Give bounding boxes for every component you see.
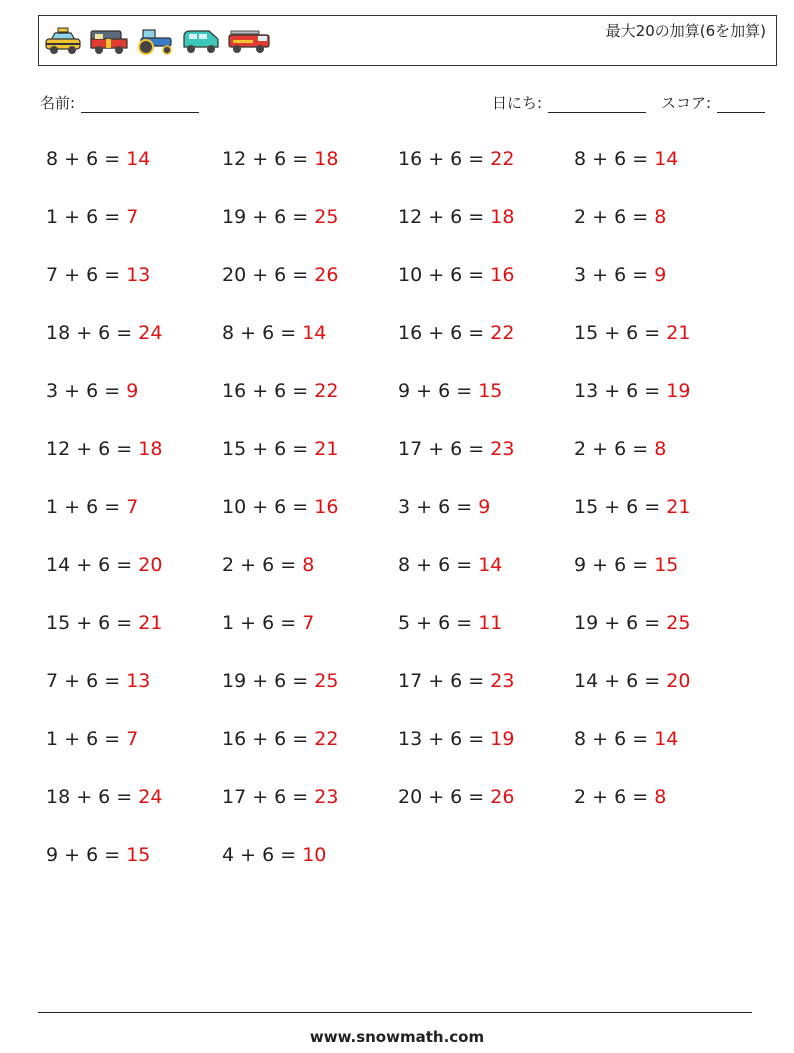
problem-item [222, 492, 338, 522]
problem-item [46, 202, 138, 232]
problem-question: 5 + 6 = [398, 612, 479, 634]
problem-question: 8 + 6 = [574, 728, 655, 750]
problem-answer: 25 [666, 612, 691, 634]
problem-item [574, 608, 690, 638]
score-field [661, 92, 765, 113]
problem-answer: 19 [666, 380, 691, 402]
problem-answer: 8 [654, 786, 667, 808]
problem-answer: 23 [314, 786, 339, 808]
problem-item [574, 202, 666, 232]
footer-url: www.snowmath.com [309, 1028, 485, 1046]
problem-item [46, 434, 162, 464]
problem-item [398, 608, 502, 638]
problem-item [222, 724, 338, 754]
problem-question: 1 + 6 = [46, 496, 127, 518]
problem-question: 17 + 6 = [398, 670, 491, 692]
worksheet-title: 最大20の加算(6を加算) [605, 22, 766, 40]
problem-question: 8 + 6 = [222, 322, 303, 344]
problem-item [398, 666, 514, 696]
problem-answer: 23 [490, 438, 515, 460]
score-blank[interactable] [717, 96, 765, 113]
fire-truck-icon [227, 26, 271, 56]
problem-question: 16 + 6 = [398, 322, 491, 344]
problem-question: 9 + 6 = [398, 380, 479, 402]
problem-question: 10 + 6 = [222, 496, 315, 518]
problem-question: 16 + 6 = [398, 148, 491, 170]
problem-item [398, 724, 514, 754]
problem-question: 1 + 6 = [46, 206, 127, 228]
problem-answer: 26 [490, 786, 515, 808]
problem-item [222, 202, 338, 232]
problem-item [574, 144, 678, 174]
problem-question: 14 + 6 = [46, 554, 139, 576]
problem-answer: 8 [654, 438, 667, 460]
problem-item [222, 318, 326, 348]
problem-answer: 21 [138, 612, 163, 634]
problem-item [46, 608, 162, 638]
problem-item [46, 492, 138, 522]
problem-item [46, 666, 150, 696]
problem-question: 15 + 6 = [46, 612, 139, 634]
problem-item [398, 260, 514, 290]
problem-item [46, 260, 150, 290]
problem-item [46, 724, 138, 754]
name-blank[interactable] [81, 96, 199, 113]
problem-question: 7 + 6 = [46, 264, 127, 286]
problem-answer: 25 [314, 206, 339, 228]
problem-answer: 22 [490, 322, 515, 344]
problem-answer: 7 [126, 496, 139, 518]
problem-answer: 9 [478, 496, 491, 518]
problem-item [574, 666, 690, 696]
problem-question: 17 + 6 = [222, 786, 315, 808]
tractor-icon [135, 26, 175, 56]
problem-answer: 26 [314, 264, 339, 286]
problem-answer: 14 [478, 554, 503, 576]
problem-answer: 7 [126, 728, 139, 750]
problem-answer: 24 [138, 322, 163, 344]
problem-answer: 22 [314, 380, 339, 402]
problem-answer: 23 [490, 670, 515, 692]
problem-item [398, 202, 514, 232]
problem-answer: 11 [478, 612, 503, 634]
problem-item [574, 492, 690, 522]
problem-question: 8 + 6 = [574, 148, 655, 170]
problem-answer: 16 [314, 496, 339, 518]
problem-answer: 15 [126, 844, 151, 866]
problem-item [398, 434, 514, 464]
problem-answer: 21 [314, 438, 339, 460]
problem-answer: 18 [138, 438, 163, 460]
problem-item [46, 782, 162, 812]
problem-item [398, 376, 502, 406]
problem-answer: 7 [302, 612, 315, 634]
problem-item [46, 318, 162, 348]
problem-answer: 9 [654, 264, 667, 286]
problem-answer: 8 [654, 206, 667, 228]
problem-item [398, 144, 514, 174]
name-field [40, 92, 199, 113]
problem-question: 14 + 6 = [574, 670, 667, 692]
problem-answer: 14 [654, 148, 679, 170]
problem-item [222, 782, 338, 812]
problem-question: 12 + 6 = [46, 438, 139, 460]
problem-answer: 20 [138, 554, 163, 576]
problem-item [222, 376, 338, 406]
problem-question: 20 + 6 = [398, 786, 491, 808]
problem-question: 2 + 6 = [574, 438, 655, 460]
problem-question: 3 + 6 = [574, 264, 655, 286]
minivan-icon [181, 26, 221, 56]
problem-item [46, 550, 162, 580]
problem-question: 13 + 6 = [398, 728, 491, 750]
problem-question: 19 + 6 = [574, 612, 667, 634]
problem-question: 3 + 6 = [398, 496, 479, 518]
problem-question: 2 + 6 = [574, 786, 655, 808]
problem-item [222, 840, 326, 870]
problem-question: 3 + 6 = [46, 380, 127, 402]
problem-item [398, 318, 514, 348]
problem-answer: 15 [654, 554, 679, 576]
problem-item [574, 260, 666, 290]
problem-item [222, 144, 338, 174]
problem-item [398, 550, 502, 580]
problem-question: 2 + 6 = [574, 206, 655, 228]
problem-item [222, 260, 338, 290]
problem-question: 19 + 6 = [222, 206, 315, 228]
date-label: 日にち: [492, 94, 543, 112]
score-label: スコア: [661, 94, 712, 112]
problem-answer: 14 [302, 322, 327, 344]
worksheet-header [38, 15, 777, 66]
problem-question: 8 + 6 = [46, 148, 127, 170]
problem-question: 1 + 6 = [46, 728, 127, 750]
problem-item [222, 608, 314, 638]
problem-question: 15 + 6 = [222, 438, 315, 460]
problem-item [46, 144, 150, 174]
problem-answer: 13 [126, 670, 151, 692]
problem-item [222, 550, 314, 580]
problem-answer: 10 [302, 844, 327, 866]
problem-answer: 25 [314, 670, 339, 692]
problem-question: 1 + 6 = [222, 612, 303, 634]
problem-item [574, 376, 690, 406]
problem-answer: 14 [654, 728, 679, 750]
name-label: 名前: [40, 94, 76, 112]
problem-answer: 18 [314, 148, 339, 170]
problem-answer: 7 [126, 206, 139, 228]
problem-question: 15 + 6 = [574, 322, 667, 344]
taxi-icon [43, 26, 83, 56]
problem-answer: 20 [666, 670, 691, 692]
problem-question: 16 + 6 = [222, 380, 315, 402]
problem-question: 2 + 6 = [222, 554, 303, 576]
problem-question: 13 + 6 = [574, 380, 667, 402]
problem-item [574, 724, 678, 754]
camper-van-icon [89, 26, 129, 56]
problem-question: 15 + 6 = [574, 496, 667, 518]
problem-question: 18 + 6 = [46, 786, 139, 808]
problem-question: 18 + 6 = [46, 322, 139, 344]
problem-question: 8 + 6 = [398, 554, 479, 576]
problem-question: 20 + 6 = [222, 264, 315, 286]
problem-answer: 22 [490, 148, 515, 170]
date-blank[interactable] [548, 96, 646, 113]
problem-answer: 22 [314, 728, 339, 750]
problem-answer: 8 [302, 554, 315, 576]
problem-answer: 13 [126, 264, 151, 286]
problem-item [398, 782, 514, 812]
date-field [492, 92, 646, 113]
problem-question: 7 + 6 = [46, 670, 127, 692]
problem-item [574, 318, 690, 348]
problem-question: 12 + 6 = [398, 206, 491, 228]
problem-item [574, 434, 666, 464]
problem-question: 19 + 6 = [222, 670, 315, 692]
problem-question: 4 + 6 = [222, 844, 303, 866]
problem-item [398, 492, 490, 522]
problem-answer: 21 [666, 322, 691, 344]
problem-answer: 21 [666, 496, 691, 518]
problem-answer: 19 [490, 728, 515, 750]
problem-answer: 9 [126, 380, 139, 402]
problem-answer: 16 [490, 264, 515, 286]
problem-answer: 18 [490, 206, 515, 228]
problem-question: 9 + 6 = [574, 554, 655, 576]
problem-question: 17 + 6 = [398, 438, 491, 460]
problem-question: 12 + 6 = [222, 148, 315, 170]
problem-item [574, 782, 666, 812]
problem-question: 16 + 6 = [222, 728, 315, 750]
problem-item [46, 840, 150, 870]
vehicle-icons [43, 24, 271, 58]
problem-question: 10 + 6 = [398, 264, 491, 286]
problem-item [574, 550, 678, 580]
footer-divider [38, 1012, 752, 1013]
problem-question: 9 + 6 = [46, 844, 127, 866]
problem-item [222, 666, 338, 696]
problem-answer: 15 [478, 380, 503, 402]
problem-answer: 14 [126, 148, 151, 170]
problem-answer: 24 [138, 786, 163, 808]
problem-item [46, 376, 138, 406]
problem-item [222, 434, 338, 464]
